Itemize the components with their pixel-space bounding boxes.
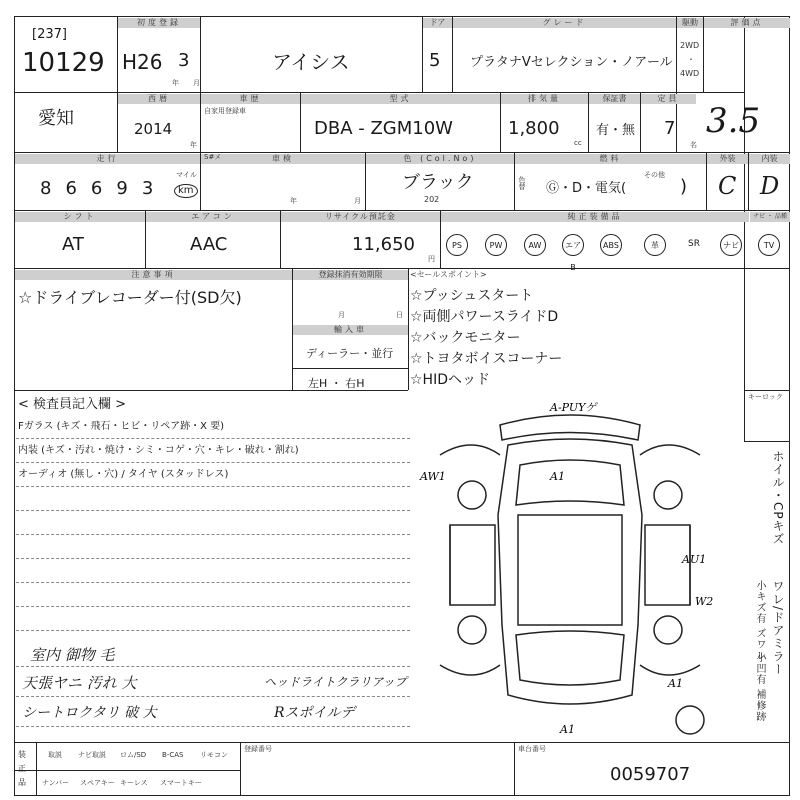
equip-navi: ナビ xyxy=(720,234,742,256)
ac-value: AAC xyxy=(190,234,228,255)
equip-ps: PS xyxy=(446,234,468,256)
rule-line xyxy=(16,534,410,535)
color-code: 202 xyxy=(424,195,440,204)
km-label: km xyxy=(174,184,198,198)
handwritten-note-right: Rスポイルデ xyxy=(274,705,355,721)
lot-number: [237] xyxy=(32,27,67,42)
inspection-header: 車検 xyxy=(201,154,365,164)
model-name: アイシス xyxy=(272,50,350,74)
wheel-front-right xyxy=(654,616,682,644)
notes-header: 注意事項 xyxy=(15,270,292,280)
footer-item: キーレス xyxy=(120,779,148,787)
row1-divider xyxy=(14,92,744,93)
keylock-label: キーロック xyxy=(748,393,783,401)
footer-item: B-CAS xyxy=(162,751,184,759)
footer-div-c xyxy=(514,742,515,796)
handwritten-note-right: ヘッドライトクラリアップ xyxy=(264,675,407,689)
inspector-title: < 検査員記入欄 > xyxy=(18,397,127,412)
footer-div-a xyxy=(36,742,37,796)
sales-point: ☆HIDヘッド xyxy=(410,372,490,388)
model-year: 2014 xyxy=(134,120,173,138)
rule-line xyxy=(16,630,410,631)
insp-month-unit: 月 xyxy=(354,197,361,205)
grade-header: グレード xyxy=(453,18,676,28)
footer-item: ナンバー xyxy=(42,779,70,787)
first-reg-month: 3 xyxy=(178,50,190,71)
mileage-digit: 8 xyxy=(40,178,66,199)
spare-wheel xyxy=(676,706,704,734)
wheel-rear-left xyxy=(458,481,486,509)
equip-pw: PW xyxy=(485,234,507,256)
car-body xyxy=(498,439,642,704)
yen-unit: 円 xyxy=(428,255,435,263)
grade-value: プラタナVセレクション・ノアール xyxy=(470,55,673,70)
seats-value: 7 xyxy=(664,118,676,139)
handwritten-note: シートロクタリ 破 大 xyxy=(22,705,157,721)
rule-line xyxy=(16,606,410,607)
type-header: 型式 xyxy=(301,94,500,104)
mileage-digit: 3 xyxy=(141,178,168,199)
footer-item: ロム/SD xyxy=(120,751,147,759)
side-outline xyxy=(450,525,690,605)
inspector-line: オーディオ (無し・穴) / タイヤ (スタッドレス) xyxy=(18,469,229,480)
history-header: 車歴 xyxy=(201,94,300,104)
drive-dot: ・ xyxy=(687,55,695,64)
expiry-day: 日 xyxy=(396,311,403,319)
recycle-header: リサイクル預託金 xyxy=(281,212,440,222)
shift-value: AT xyxy=(62,234,84,255)
wheel-front-left xyxy=(458,616,486,644)
inspector-line: 内装 (キズ・汚れ・焼け・シミ・コゲ・穴・キレ・破れ・割れ) xyxy=(18,445,299,456)
handle-side: 左H ・ 右H xyxy=(308,377,365,390)
model-code: DBA - ZGM10W xyxy=(314,118,453,139)
drive-header: 駆動 xyxy=(677,18,703,28)
insp-year-unit: 年 xyxy=(290,197,297,205)
recycle-value: 11,650 xyxy=(352,234,415,255)
col-div-e xyxy=(676,16,677,152)
equip-tv: TV xyxy=(758,234,780,256)
footer-top xyxy=(14,742,790,743)
rating-value: 3.5 xyxy=(706,101,761,141)
footer-item: リモコン xyxy=(200,751,228,759)
mile-label: マイル xyxy=(176,171,197,179)
expiry-month: 月 xyxy=(338,311,345,319)
inspector-line: Fガラス (キズ・飛石・ヒビ・リペア跡・X 要) xyxy=(18,421,225,432)
sales-point: ☆プッシュスタート xyxy=(410,288,534,304)
month-unit: 月 xyxy=(193,79,200,87)
row3-divider xyxy=(14,210,790,211)
fuel-value: Ⓖ・D・電気( xyxy=(546,181,627,196)
equipment-header: 純正装備品 xyxy=(441,212,749,222)
mileage-digit: 9 xyxy=(116,178,142,199)
rear-spoiler xyxy=(500,415,640,440)
side-note: 小キズ有 ズワレ xyxy=(754,580,765,662)
equip-leather: 革 xyxy=(644,234,666,256)
car-diagram xyxy=(410,395,745,740)
exterior-value: C xyxy=(718,172,737,200)
equip-airbag: エアB xyxy=(562,234,584,256)
seats-unit: 名 xyxy=(690,141,697,149)
import-header: 輸入車 xyxy=(293,325,408,335)
equip-sunroof: SR xyxy=(688,239,700,249)
shift-header: シフト xyxy=(15,212,145,222)
doors-header: ドア xyxy=(423,18,452,28)
rule-line xyxy=(16,666,410,667)
repaint-label: 色替 xyxy=(518,176,526,190)
import-type: ディーラー・並行 xyxy=(306,347,394,360)
interior-value: D xyxy=(760,172,780,200)
sales-point: ☆両側パワースライドD xyxy=(410,309,559,325)
diagram-label: W2 xyxy=(695,595,714,608)
note-item: ☆ドライブレコーダー付(SD欠) xyxy=(18,288,242,307)
location: 愛知 xyxy=(38,108,74,129)
import-divider xyxy=(292,368,408,369)
rule-line xyxy=(16,726,410,727)
wheel-rear-right xyxy=(654,481,682,509)
equip-aw: AW xyxy=(524,234,546,256)
rule-line xyxy=(16,462,410,463)
rule-line xyxy=(16,486,410,487)
equip-abs: ABS xyxy=(600,234,622,256)
doors-value: 5 xyxy=(429,50,441,71)
rule-line xyxy=(16,582,410,583)
history-note: 自家用登録車 xyxy=(204,107,246,115)
expiry-header: 登録抹消有効期限 xyxy=(293,270,408,280)
row4-divider xyxy=(14,268,790,269)
side-note: ホイル・CPキズ xyxy=(771,450,785,546)
drive-2wd: 2WD xyxy=(680,41,700,50)
diagram-label: AU1 xyxy=(682,553,707,566)
footer-item: ナビ取説 xyxy=(78,751,106,759)
row2-divider xyxy=(14,152,790,153)
windshield xyxy=(516,631,624,685)
rating-header: 評価点 xyxy=(704,18,790,28)
fuel-close: ) xyxy=(680,176,688,197)
side-note: ワレ/ドアミラー xyxy=(771,580,785,677)
mileage-digits xyxy=(40,180,167,198)
fuel-other: その他 xyxy=(644,171,665,179)
footer-item: 取説 xyxy=(48,751,62,759)
handwritten-note: 天張ヤニ 汚れ 大 xyxy=(22,674,137,692)
era-year: H26 xyxy=(122,50,163,74)
mileage-digit: 6 xyxy=(90,178,117,199)
fuel-header: 燃料 xyxy=(515,154,706,164)
chassis-label: 車台番号 xyxy=(518,745,546,753)
recorded-label: S#メ xyxy=(204,153,222,161)
footer-item: スマートキー xyxy=(160,779,202,787)
footer-mid xyxy=(14,770,240,771)
handwritten-note: 室内 御物 毛 xyxy=(30,646,115,664)
rule-line xyxy=(16,438,410,439)
diagram-label: A1 xyxy=(668,677,683,690)
warranty-header: 保証書 xyxy=(589,94,640,104)
col-div-right xyxy=(744,16,745,390)
diagram-label: A1 xyxy=(560,723,575,736)
rear-fenders xyxy=(440,445,700,455)
diagram-label: AW1 xyxy=(420,470,446,483)
notes-bottom xyxy=(14,390,408,391)
reg-number-label: 登録番号 xyxy=(244,745,272,753)
footer-col1: 装 正 品 xyxy=(18,750,26,787)
footer-item: スペアキー xyxy=(80,779,115,787)
chassis-number: 0059707 xyxy=(610,764,691,785)
warranty-value: 有・無 xyxy=(596,123,636,138)
front-fenders xyxy=(440,665,700,675)
mileage-header: 走行 xyxy=(15,154,200,164)
year-unit: 年 xyxy=(172,79,179,87)
rule-line xyxy=(16,696,410,697)
kicker-header: ナビ ・ 品種 xyxy=(750,212,790,222)
displacement-header: 排気量 xyxy=(501,94,588,104)
diagram-label: A-PUYゲ xyxy=(550,401,597,414)
rule-line xyxy=(16,510,410,511)
drive-4wd: 4WD xyxy=(680,69,700,78)
color-header: 色 (Col.No) xyxy=(366,154,514,164)
sales-header: <セールスポイント> xyxy=(410,270,487,279)
col-div-a xyxy=(117,16,118,152)
col-div-b xyxy=(200,16,201,92)
first-reg-header: 初度登録 xyxy=(118,18,200,28)
year2-unit: 年 xyxy=(190,141,197,149)
exterior-header: 外装 xyxy=(707,154,748,164)
diagram-label: A1 xyxy=(550,470,565,483)
rule-line xyxy=(16,558,410,559)
auction-number: 10129 xyxy=(22,48,105,78)
left-side-panel xyxy=(450,525,495,605)
year-header: 西暦 xyxy=(118,94,200,104)
seats-header: 定員 xyxy=(641,94,696,104)
mileage-digit: 6 xyxy=(65,178,91,199)
notes-div-b xyxy=(408,268,409,390)
rear-window xyxy=(516,460,624,505)
footer-div-b xyxy=(240,742,241,796)
roof xyxy=(518,515,622,625)
cc-unit: cc xyxy=(574,139,582,147)
interior-header: 内装 xyxy=(749,154,790,164)
color-value: ブラック xyxy=(402,172,474,193)
sales-point: ☆トヨタボイスコーナー xyxy=(410,351,563,367)
side-note: 小凹有 補修跡 xyxy=(754,652,765,723)
sales-point: ☆バックモニター xyxy=(410,330,521,346)
ac-header: エアコン xyxy=(146,212,280,222)
displacement: 1,800 xyxy=(508,118,560,139)
